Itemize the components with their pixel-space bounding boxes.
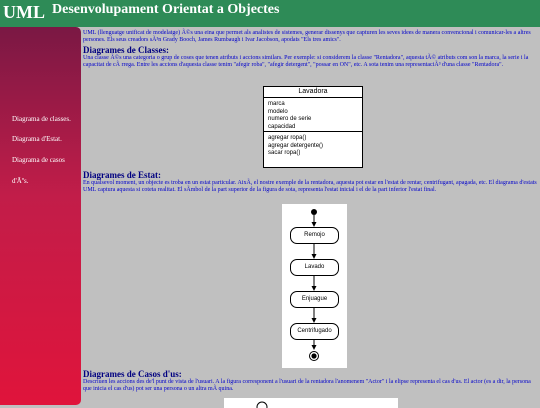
states-heading: Diagrames de Estat: (83, 170, 161, 180)
state-diagram (282, 204, 347, 368)
class-operation: agregar ropa() (268, 135, 307, 141)
sidebar-item-class-diagram[interactable]: Diagrama de classes. (12, 115, 71, 123)
page-title: Desenvolupament Orientat a Objectes (52, 2, 280, 17)
classes-section (83, 45, 538, 69)
class-attribute: modelo (268, 108, 288, 115)
class-name: Lavadora (264, 87, 362, 98)
sidebar-item-usecase-diagram-cont[interactable]: d'Ãºs. (12, 177, 29, 185)
class-attribute: marca (268, 101, 285, 107)
state-enjuague: Enjuague (290, 291, 339, 308)
state-lavado: Lavado (290, 259, 339, 276)
intro-paragraph: UML (llenguatge unificat de modelatge) Ã©s una eina que permet als analistes de sistemes, generar dissenys que capturen les seves idees de manera convencional i comunicar-les a altres persones. Els seus creadors sÃ³n Grady Booch, James Rumbaugh i Ivar Jacobson, apodats "Els tres amics". (83, 30, 531, 43)
states-paragraph: En qualsevol moment, un objecte es troba en un estat particular. AixÃ, el nostre exemple de la rentadora, aquesta pot estar en l'estat de rentar, centrifugant, apagada, etc. El diagrama d'estats UML captura aquesta si coteta realitat. El sÃmbol de la part superior de la figura de sota, representa l'estat inicial i el de la part inferior l'estat final. (83, 180, 537, 193)
sidebar-item-state-diagram[interactable]: Diagrama d'Estat. (12, 135, 62, 143)
usecases-paragraph: Descriuen les accions des de'l punt de vista de l'usuari. A la figura corresponent a l'usuari de la rentadora l'anomenem "Actor" i la elipse representa el cas d'us. El actor (es a dir, la persona que inicia el cas d'us) pot ser una persona o un altra mÃ quina. (83, 379, 531, 392)
state-remojo: Remojo (290, 227, 339, 244)
usecase-diagram-image (224, 398, 398, 408)
sidebar (0, 27, 81, 405)
usecases-heading: Diagrames de Casos d'us: (83, 369, 182, 379)
class-attribute: numero de serie (268, 116, 312, 122)
state-centrifugado: Centrifugado (290, 323, 339, 340)
class-attribute: capacidad (268, 123, 296, 130)
states-section (83, 170, 538, 194)
usecases-section (83, 369, 538, 393)
header-bar (0, 0, 540, 27)
classes-paragraph: Una classe Ã©s una categoria o grup de coses que tenen atributs i accions similars. Per exemple: si considerem la classe "Rentadora", aquesta tÃ© atributs com son la marca, la serie i la capacitat de cÃ rrega. Entre les accions d'aquesta classe tenim "afegir roba", "afegir detergent", "possar en ON", etc. A sota tenim una representaciÃ³ d'una classe "Rentadora". (83, 55, 529, 68)
sidebar-item-usecase-diagram[interactable]: Diagrama de casos (12, 156, 65, 164)
intro-text (83, 30, 538, 44)
classes-heading: Diagrames de Classes: (83, 45, 169, 55)
initial-state-icon (311, 209, 317, 215)
class-attributes (264, 98, 362, 132)
class-operations (264, 132, 362, 160)
class-diagram (263, 86, 363, 168)
actor-icon (224, 398, 398, 408)
class-operation: sacar ropa() (268, 150, 301, 156)
class-operation: agregar detergente() (268, 142, 324, 149)
logo: UML (3, 2, 45, 22)
